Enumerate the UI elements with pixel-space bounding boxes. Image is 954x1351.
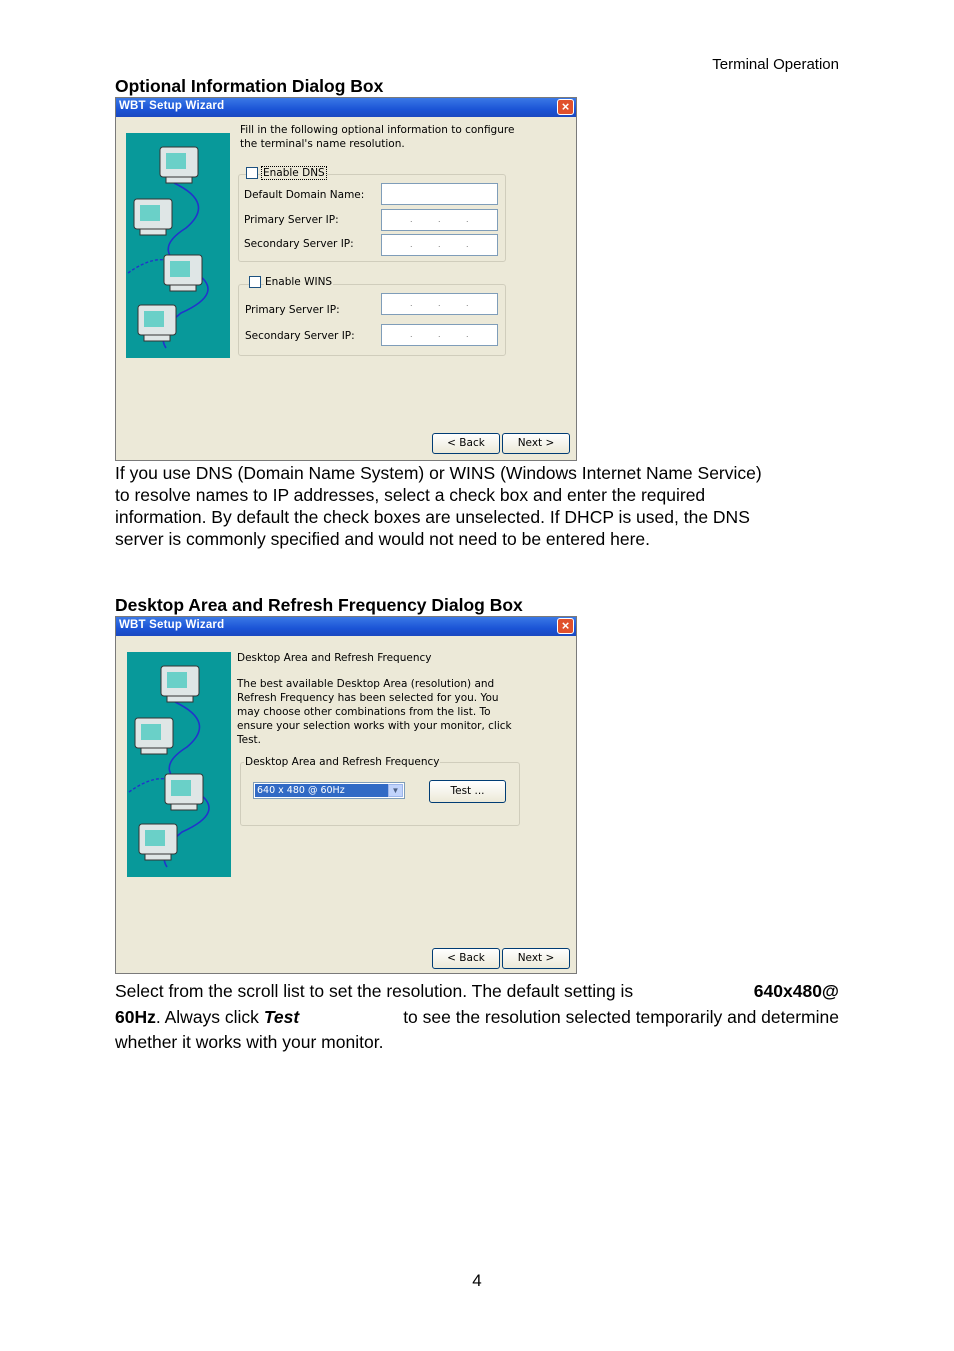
enable-dns-label[interactable]: Enable DNS (263, 167, 325, 179)
dns-primary-label: Primary Server IP: (244, 214, 339, 226)
default-setting-bold-2: 60Hz (115, 1007, 156, 1027)
title-bar[interactable] (116, 98, 576, 117)
enable-dns-checkbox[interactable] (246, 167, 258, 179)
dialog-title: WBT Setup Wizard (119, 619, 225, 631)
para1-line1: If you use DNS (Domain Name System) or WINS (Windows Internet Name Service) (115, 463, 762, 483)
para2-line1 (115, 978, 839, 1004)
desc-line-4: ensure your selection works with your monitor, click (237, 720, 512, 732)
intro-line-1: Fill in the following optional information to configure (240, 124, 515, 136)
back-button[interactable]: < Back (432, 433, 500, 454)
dns-primary-ip-input[interactable]: . . . (381, 209, 498, 231)
title-bar[interactable] (116, 617, 576, 636)
selected-resolution: 640 x 480 @ 60Hz (255, 784, 388, 797)
next-button[interactable]: Next > (502, 948, 570, 969)
dialog-heading: Desktop Area and Refresh Frequency (237, 652, 432, 664)
intro-line-2: the terminal's name resolution. (240, 138, 405, 150)
next-button[interactable]: Next > (502, 433, 570, 454)
resolution-group-label: Desktop Area and Refresh Frequency (245, 756, 440, 768)
resolution-paragraph (115, 978, 839, 1054)
desc-line-3: may choose other combinations from the list. To (237, 706, 491, 718)
back-button[interactable]: < Back (432, 948, 500, 969)
para2-text-3: to see the resolution selected temporarily and determine (403, 1007, 839, 1027)
default-setting-bold: 640x480@ (753, 981, 839, 1001)
para2-text-1: Select from the scroll list to set the resolution. The default setting is (115, 981, 634, 1001)
dns-wins-paragraph (115, 462, 839, 550)
page-header: Terminal Operation (712, 56, 839, 73)
para2-text-2: . Always click (155, 1007, 259, 1027)
para1-line3: information. By default the check boxes are unselected. If DHCP is used, the DNS (115, 507, 750, 527)
dialog-title: WBT Setup Wizard (119, 100, 225, 112)
enable-wins-checkbox[interactable] (249, 276, 261, 288)
page-number: 4 (472, 1271, 482, 1290)
wins-primary-label: Primary Server IP: (245, 304, 340, 316)
network-monitors-icon (127, 652, 231, 877)
default-domain-label: Default Domain Name: (244, 189, 365, 201)
wizard-illustration (127, 652, 231, 877)
para2-line3: whether it works with your monitor. (115, 1032, 384, 1052)
test-italic: Test (263, 1007, 300, 1027)
desc-line-1: The best available Desktop Area (resolution) and (237, 678, 495, 690)
para2-line2 (115, 1004, 839, 1030)
dns-secondary-ip-input[interactable]: . . . (381, 234, 498, 256)
optional-info-dialog (115, 97, 577, 461)
section-heading-desktop-area: Desktop Area and Refresh Frequency Dialog Box (115, 595, 523, 615)
chevron-down-icon[interactable]: ▼ (388, 784, 403, 797)
test-button[interactable]: Test ... (429, 780, 506, 803)
close-button[interactable]: × (557, 99, 574, 115)
desc-line-5: Test. (237, 734, 262, 746)
close-button[interactable]: × (557, 618, 574, 634)
wins-primary-ip-input[interactable]: . . . (381, 293, 498, 315)
wins-secondary-label: Secondary Server IP: (245, 330, 355, 342)
desc-line-2: Refresh Frequency has been selected for you. You (237, 692, 499, 704)
wins-secondary-ip-input[interactable]: . . . (381, 324, 498, 346)
section-heading-optional-info: Optional Information Dialog Box (115, 76, 384, 96)
resolution-select[interactable] (253, 782, 405, 799)
enable-wins-label[interactable]: Enable WINS (265, 276, 333, 288)
dns-secondary-label: Secondary Server IP: (244, 238, 354, 250)
desktop-area-dialog (115, 616, 577, 974)
wizard-illustration (126, 133, 230, 358)
para1-line2: to resolve names to IP addresses, select a check box and enter the required (115, 485, 706, 505)
network-monitors-icon (126, 133, 230, 358)
default-domain-input[interactable] (381, 183, 498, 205)
para1-line4: server is commonly specified and would not need to be entered here. (115, 529, 651, 549)
